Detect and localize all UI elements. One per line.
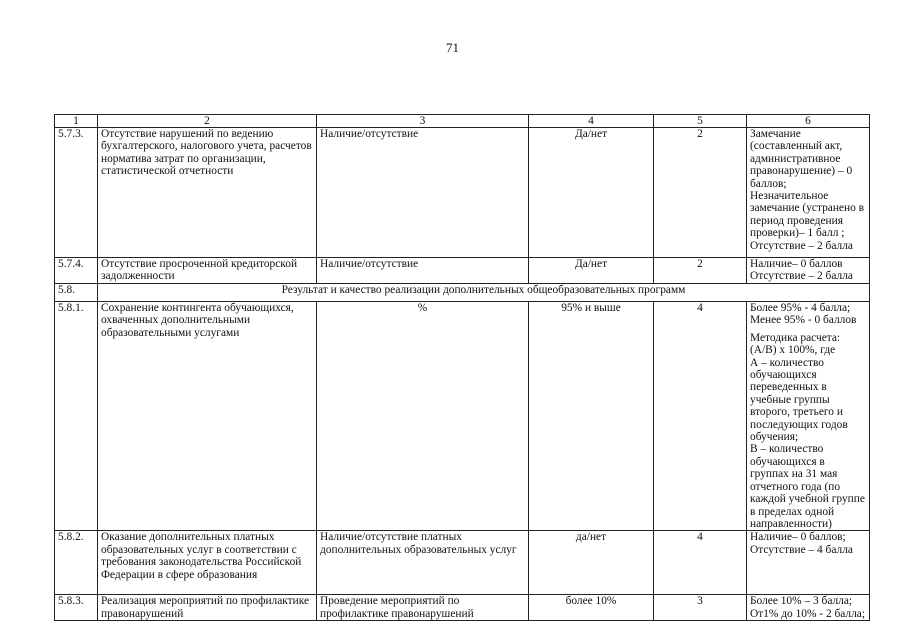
note-line: Отсутствие – 2 балла [750, 239, 853, 252]
notes-cell [747, 128, 870, 258]
note-line: Менее 95% - 0 баллов [750, 314, 857, 327]
table-row [55, 302, 870, 531]
row-number: 5.7.3. [55, 128, 98, 258]
value-cell: да/нет [529, 531, 654, 595]
criterion-cell: Сохранение контингента обучающихся, охваченных дополнительными образовательными услугами [98, 302, 317, 531]
note-line: От1% до 10% - 2 балла; [750, 607, 866, 620]
points-cell: 4 [654, 302, 747, 531]
criteria-table [54, 114, 870, 621]
table-header-row [55, 115, 870, 128]
note-line: Более 10% – 3 балла; [750, 595, 853, 608]
points-cell: 2 [654, 128, 747, 258]
header-cell: 1 [55, 115, 98, 128]
page-number: 71 [446, 40, 459, 55]
note-line: Отсутствие – 2 балла [750, 270, 853, 283]
table-row [55, 258, 870, 284]
notes-cell [747, 302, 870, 531]
criterion-cell: Отсутствие просроченной кредиторской задолженности [98, 258, 317, 284]
note-line: Отсутствие – 4 балла [750, 543, 853, 556]
indicator-cell: Наличие/отсутствие [317, 128, 529, 258]
header-cell: 5 [654, 115, 747, 128]
method-line: В – количество обучающихся в группах на 31 мая отчетного года (по каждой учебной группе в пределах одной направленности) [750, 443, 865, 530]
method-line: (А/В) х 100%, где [750, 344, 836, 357]
note-line: Замечание (составленный акт, административное правонарушение) – 0 баллов; [750, 128, 853, 190]
method-line: А – количество обучающихся переведенных в учебные группы второго, третьего и последующих годов обучения; [750, 356, 848, 444]
row-number: 5.7.4. [55, 258, 98, 284]
header-cell: 3 [317, 115, 529, 128]
value-cell: Да/нет [529, 128, 654, 258]
section-row [55, 284, 870, 302]
table-row [55, 531, 870, 595]
row-number: 5.8.2. [55, 531, 98, 595]
row-number: 5.8.1. [55, 302, 98, 531]
row-number: 5.8. [55, 284, 98, 302]
points-cell: 3 [654, 595, 747, 621]
points-cell: 2 [654, 258, 747, 284]
note-line: Наличие– 0 баллов; [750, 531, 846, 544]
method-line: Методика расчета: [750, 331, 841, 344]
indicator-cell: % [317, 302, 529, 531]
points-cell: 4 [654, 531, 747, 595]
table-row [55, 128, 870, 258]
note-line: Более 95% - 4 балла; [750, 302, 851, 314]
table-row [55, 595, 870, 621]
value-cell: Да/нет [529, 258, 654, 284]
indicator-cell: Проведение мероприятий по профилактике правонарушений [317, 595, 529, 621]
note-line: Наличие– 0 баллов [750, 258, 843, 270]
section-title: Результат и качество реализации дополнительных общеобразовательных программ [98, 284, 870, 302]
row-number: 5.8.3. [55, 595, 98, 621]
indicator-cell: Наличие/отсутствие [317, 258, 529, 284]
criterion-cell: Оказание дополнительных платных образовательных услуг в соответствии с требования законодательства Российской Федерации в сфере образования [98, 531, 317, 595]
note-line: Незначительное замечание (устранено в период проведения проверки)– 1 балл ; [750, 190, 864, 240]
notes-cell [747, 595, 870, 621]
value-cell: 95% и выше [529, 302, 654, 531]
header-cell: 4 [529, 115, 654, 128]
notes-cell [747, 258, 870, 284]
header-cell: 2 [98, 115, 317, 128]
notes-cell [747, 531, 870, 595]
criterion-cell: Отсутствие нарушений по ведению бухгалтерского, налогового учета, расчетов норматива затрат по организации, статистической отчетности [98, 128, 317, 258]
criterion-cell: Реализация мероприятий по профилактике правонарушений [98, 595, 317, 621]
value-cell: более 10% [529, 595, 654, 621]
header-cell: 6 [747, 115, 870, 128]
indicator-cell: Наличие/отсутствие платных дополнительных образовательных услуг [317, 531, 529, 595]
